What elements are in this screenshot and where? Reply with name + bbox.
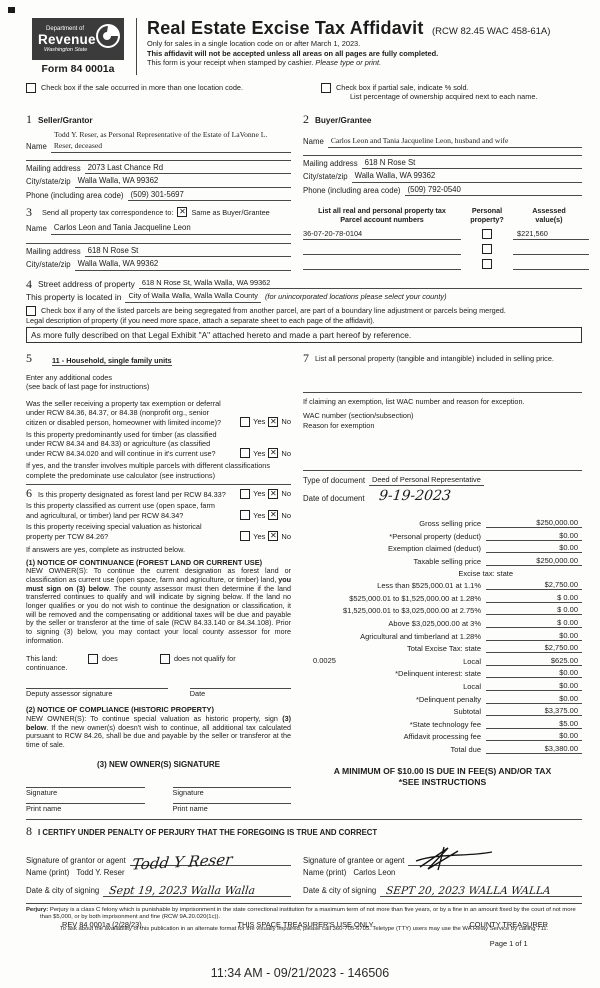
subtitle-line-2: This affidavit will not be accepted unless all areas on all pages are fully completed.: [147, 48, 439, 58]
section-6-number: 6: [26, 485, 32, 500]
parcel-row: [303, 244, 589, 255]
predominate-use-note: If yes, and the transfer involves multiple parcels with different classifications: [26, 461, 271, 471]
subtotal[interactable]: $3,375.00: [486, 706, 582, 716]
section-3-intro: Send all property tax correspondence to:: [42, 207, 174, 217]
grantor-signature-field[interactable]: [130, 843, 291, 874]
section-3-number: 3: [26, 204, 32, 219]
county-treasurer-label: COUNTY TREASURER: [469, 920, 548, 929]
taxcorr-city-label: City/state/zip: [26, 260, 71, 270]
grantee-signature-scribble: [414, 845, 514, 871]
additional-codes-note: Enter any additional codes: [26, 373, 112, 383]
located-in-field[interactable]: City of Walla Walla, Walla Walla County: [125, 291, 261, 303]
assessed-value-col-header: Assessed: [532, 206, 566, 216]
seller-phone-label: Phone (including area code): [26, 190, 124, 200]
assessed-value-field[interactable]: [513, 244, 589, 255]
parcel-table: List all real and personal property tax Parcel account numbers Personal property? Assessed value(s) 36-07-20-78-0104 $221,560: [303, 207, 589, 271]
deputy-date-label: Date: [189, 688, 206, 698]
see-instructions-note: *SEE INSTRUCTIONS: [398, 776, 487, 787]
located-in-label: This property is located in: [26, 292, 122, 303]
certify-statement: I CERTIFY UNDER PENALTY OF PERJURY THAT THE FOREGOING IS TRUE AND CORRECT: [38, 828, 378, 838]
grantee-date-handwriting: SEPT 20, 2023 WALLA WALLA: [385, 885, 552, 898]
same-as-buyer-label: Same as Buyer/Grantee: [191, 207, 270, 217]
total-due[interactable]: $3,380.00: [486, 744, 582, 754]
grantor-name-print[interactable]: Todd Y. Reser: [76, 868, 125, 878]
personal-property-deduct[interactable]: $0.00: [486, 531, 582, 541]
reason-exemption-label: Reason for exemption: [303, 420, 375, 430]
grantor-date-label: Date & city of signing: [26, 886, 100, 896]
agricultural-timberland[interactable]: $0.00: [486, 631, 582, 641]
title-rcw-ref: (RCW 82.45 WAC 458-61A): [431, 26, 551, 37]
grantee-name-label: Name (print): [303, 868, 347, 878]
treasurer-stamp: 11:34 AM - 09/21/2023 - 146506: [210, 966, 390, 980]
s5-q1-line1: Was the seller receiving a property tax exemption or deferral: [26, 398, 221, 408]
section-7-text: List all personal property (tangible and intangible) included in selling price.: [315, 354, 554, 364]
alternate-format-note: To ask about the availability of this publication in an alternate format for the visually impaired, please call 360-705-6705. Teletype (TTY) users may use the WA Relay Service by calling 711.: [59, 926, 549, 933]
taxcorr-mailing-field[interactable]: 618 N Rose St: [85, 246, 142, 258]
grantee-date-field[interactable]: [380, 880, 582, 897]
grantor-name-label: Name (print): [26, 868, 70, 878]
exemption-claimed-deduct[interactable]: $0.00: [486, 543, 582, 553]
delinquent-penalty[interactable]: $0.00: [486, 694, 582, 704]
taxable-selling-price[interactable]: $250,000.00: [486, 556, 582, 566]
new-owner-signature-title: (3) NEW OWNER(S) SIGNATURE: [97, 759, 220, 769]
additional-codes-note2: (see back of last page for instructions): [26, 382, 150, 392]
segregated-label: Check box if any of the listed parcels are being segregated from another parcel, are part of a boundary line adjustment or parcels being merged.: [41, 305, 506, 315]
land-does-checkbox[interactable]: [88, 654, 98, 664]
section-2-heading: Buyer/Grantee: [315, 116, 372, 126]
s6-q1-no-checkbox[interactable]: ✕: [270, 488, 277, 498]
section-1-number: 1: [26, 112, 32, 127]
buyer-name-field[interactable]: Carlos Leon and Tania Jacqueline Leon, husband and wife: [328, 136, 512, 148]
taxcorr-mailing-label: Mailing address: [26, 246, 81, 256]
buyer-city-label: City/state/zip: [303, 172, 348, 182]
assessed-value-field[interactable]: $221,560: [513, 229, 589, 240]
buyer-name-label: Name: [303, 137, 324, 147]
partial-sale-label: Check box if partial sale, indicate % sold.: [336, 83, 469, 92]
rev-number: REV 84 0001a (2/28/23): [62, 920, 142, 929]
perjury-note: Perjury: Perjury is a class C felony which is punishable by imprisonment in the state correctional institution for a maximum term of not more than five years, or by a fine in an amount fixed by the court of not more than $5,000, or by both imprisonment and fine (RCW 9A.20.020(1c)).: [26, 906, 576, 921]
section-4-number: 4: [26, 276, 32, 291]
local-rate: 0.0025: [313, 655, 336, 665]
doc-date-handwriting[interactable]: 9-19-2023: [377, 488, 452, 505]
taxcorr-name-field[interactable]: Carlos Leon and Tania Jacqueline Leon: [51, 223, 194, 235]
section-8-number: 8: [26, 824, 32, 839]
seller-name-label: Name: [26, 142, 47, 152]
buyer-phone-label: Phone (including area code): [303, 185, 401, 195]
s6-q3-line1: Is this property receiving special valuation as historical: [26, 522, 202, 532]
notice2-title: (2) NOTICE OF COMPLIANCE (HISTORIC PROPERTY): [26, 705, 214, 715]
this-land-label: This land:: [26, 653, 58, 663]
grantor-date-field[interactable]: [103, 880, 291, 897]
parcel-number-field[interactable]: 36-07-20-78-0104: [303, 229, 461, 240]
land-use-code-field[interactable]: 11 - Household, single family units: [52, 355, 172, 365]
s5-q1-no-checkbox[interactable]: ✕: [270, 416, 277, 426]
ownership-percentage-note: List percentage of ownership acquired next to each name.: [350, 92, 538, 102]
parcel-row: [303, 229, 589, 240]
subtitle-line-1: Only for sales in a single location code on or after March 1, 2023.: [147, 39, 361, 48]
form-header: [26, 18, 582, 75]
buyer-city-field[interactable]: Walla Walla, WA 99362: [352, 171, 439, 183]
logo-dept-text: Department of: [46, 25, 85, 32]
affidavit-processing-fee[interactable]: $0.00: [486, 731, 582, 741]
logo-state-text: Washington State: [44, 46, 88, 53]
fee-table: Gross selling price $250,000.00 *Personal property (deduct) $0.00 Exemption claimed (deduct) $0.00 Taxable selling price $250,000.00 Excise tax: state Less than $525,000.01 at 1.1% $2,750.00 $525,000.01 to $1,525,000.00 at 1.28% $ 0.00 $1,525,000.01 to $3,025,000.00 at 2.75% $ 0.00 Above $3,025,000.00 at 3% $ 0.00 Agricultural and timberland at 1.28% $0.00 Total Excise Tax: state $2,750.00 0.0025 Local $625.00 *Delinquent interest: state $0.00 Local $0.00 *Delinquent penalty $0.00 Subtotal $3,375.00 *State technology fee $5.00 Affidavit processing fee $0.00 Total due $3,380.00: [303, 518, 582, 754]
s6-q1: Is this property designated as forest land per RCW 84.33?: [38, 489, 226, 499]
treasurer-space-label: THIS SPACE TREASURER'S USE ONLY: [237, 920, 374, 929]
dept-of-revenue-logo: [32, 18, 124, 60]
section-5-number: 5: [26, 351, 32, 366]
owner-signature-2-label: Signature: [172, 787, 204, 797]
scan-registration-mark: [8, 7, 15, 13]
grantee-signature-field[interactable]: [408, 843, 582, 866]
parcel-2-pp-checkbox[interactable]: [482, 244, 492, 254]
subtitle-line-3-italic: Please type or print.: [315, 58, 382, 68]
buyer-phone-field[interactable]: (509) 792-0540: [405, 185, 464, 197]
deputy-assessor-signature-label: Deputy assessor signature: [26, 688, 113, 698]
multi-location-label: Check box if the sale occurred in more than one location code.: [41, 83, 243, 92]
form-number: Form 84 0001a: [41, 63, 115, 75]
grantee-name-print[interactable]: Carlos Leon: [353, 868, 396, 878]
subtitle-line-3: This form is your receipt when stamped by cashier.: [147, 58, 316, 68]
delinquent-interest-state[interactable]: $0.00: [486, 668, 582, 678]
s6-q2-line1: Is this property classified as current use (open space, farm: [26, 500, 215, 510]
s6-q1-yes-checkbox[interactable]: [240, 489, 250, 499]
delinquent-interest-local[interactable]: $0.00: [486, 681, 582, 691]
section-2-number: 2: [303, 112, 309, 127]
owner-signature-1-label: Signature: [26, 787, 58, 797]
parcel-number-field[interactable]: [303, 244, 461, 255]
s5-q2-yes-checkbox[interactable]: [240, 448, 250, 458]
grantor-signature-handwriting: Todd Y Reser: [130, 849, 234, 874]
s6-q3-yes-checkbox[interactable]: [240, 531, 250, 541]
street-address-label: Street address of property: [38, 278, 135, 289]
partial-sale-checkbox[interactable]: [321, 83, 331, 93]
s6-q2-no-checkbox[interactable]: ✕: [270, 510, 277, 520]
wac-number-label: WAC number (section/subsection): [303, 411, 414, 421]
affidavit-page: Department of Revenue Washington State Form 84 0001a Real Estate Excise Tax Affidavit (RCW 82.45 WAC 458-61A) Only for sales in a single location code on or after March 1, 2023. This affidavit will not be accepted unless all areas on all pages are fully completed. This form is your receipt when stamped by cashier. Please type or print. Check box if the sale occurred in more than one location code. Check box if partial sale, indicate % sold. List percentage of ownership acquired next to each name. 1 Seller/Grantor Todd Y. Reser, as Personal Representative of the Estate of LaVonne L. Name Reser, deceased Mailing address 2073 Last Chance Rd City/state/zip Walla Walla, WA 99362 Phone (including area code) (509) 301-5697 2 Buyer/Grantee Name Carlos Leon and Tania Jacqueline Leon, husband and wife Mailing address 618 N Rose St City/state/zip Walla Walla, WA 99362 Phone (including area code) (509) 792-0540 3 Send all property tax correspondence to: ✕ Same as Buyer/Grantee Name Carlos Leon and Tania Jacqueline Leon Mailing address 618 N Rose St City/state/zip Walla Walla, WA 99362 List all real and personal property tax Parcel account numbers Personal property? Assessed value(s) 36-07-20-78-0104 $221,560 4 Street address of property 618 N Rose St, Walla Walla, WA 99362 This property is located in City of Walla Walla, Walla Walla County (for unincorporated locations please select your county) Check box if any of the listed parcels are being segregated from another parcel, are part of a boundary line adjustment or parcels being merged. Legal description of property (if you need more space, attach a separate sheet to each page of the affidavit). As more fully described on that Legal Exhibit "A" attached hereto and made a part hereof by reference. 5 11 - Household, single family units Enter any additional codes (see back of last page for instructions) Was the seller receiving a property tax exemption or deferral under RCW 84.36, 84.37, or 84.38 (nonprofit org., senior citizen or disabled person, homeowner with limited income)? Yes ✕ No Is this property predominantly used for timber (as classified under RCW 84.34 and 84.33) or agriculture (as classified under RCW 84.34.020 and will continue in it's current use? Yes ✕ No If yes, and the transfer involves multiple parcels with different classifications complete the predominate use calculator (see instructions) 6 Is this property designated as forest land per RCW 84.33? Yes ✕ No Is this property classified as current use (open space, farm and agricultural, or timber) land per RCW 84.34? Yes ✕ No Is this property receiving special valuation as historical property per TCW 84.26? Yes ✕ No If answers are yes, complete as instructed below. (1) NOTICE OF CONTINUANCE (FOREST LAND OR CURRENT USE) NEW OWNER(S): To continue the current designation as forest land or classification as current use (open space, farm and agriculture, or timber) land, you must sign on (3) below. The county assessor must then determine if the land transferred continues to qualify and will indicate by signing below. If the land no longer qualifies or you do not wish to continue the designation or classification, it will be removed and the compensating or additional taxes will be due and payable by the seller or transferor at the time of sale (RCW 84.33.140 or 84.34.108). Prior to signing (3) below, you may contact your local county assessor for more information. This land: continuance. does does not qualify for Deputy assessor signature Date (2) NOTICE OF COMPLIANCE (HISTORIC PROPERTY) NEW OWNER(S): To continue special valuation as historic property, sign (3) below. If the new owner(s) doesn't wish to continue, all additional tax calculated pursuant to RCW 84.26, shall be due and payable by the seller or transferor at the time of sale. (3) NEW OWNER(S) SIGNATURE Signature Signature Print name Print name 7 List all personal property (tangible and intangible) included in selling price. If claiming an exemption, list WAC number and reason for exception. WAC number (section/subsection) Reason for exemption Type of document Deed of Personal Representative Date of document 9-19-2023 Gross selling price $250,000.00 *Personal property (deduct) $0.00 Exemption claimed (deduct) $0.00 Taxable selling price $250,000.00 Excise tax: state Less than $525,000.01 at 1.1% $2,750.00 $525,000.01 to $1,525,000.00 at 1.28% $ 0.00 $1,525,000.01 to $3,025,000.00 at 2.75% $ 0.00 Above $3,025,000.00 at 3% $ 0.00 Agricultural and timberland at 1.28% $0.00 Total Excise Tax: state $2,750.00 0.0025 Local $625.00 *Delinquent interest: state $0.00 Local $0.00 *Delinquent penalty $0.00 Subtotal $3,375.00 *State technology fee $5.00 Affidavit processing fee $0.00 Total due $3,380.00 A MINIMUM OF $10.00 IS DUE IN FEE(S) AND/OR TAX *SEE INSTRUCTIONS 8 I CERTIFY UNDER PENALTY OF PERJURY THAT THE FOREGOING IS TRUE AND CORRECT Signature of grantor or agent Todd Y Reser Name (print) Todd Y. Reser Date & city of signing Sept 19, 2023 Walla Walla Signature of grantee or agent Name (print) Carlos Leon Date & city of signing SEPT 20, 2023 WALLA WALLA Perjury: Perjury is a class C felony which is punishable by imprisonment in the state correctional institution for a maximum term of not more than five years, or by a fine in an amount fixed by the court of not more than $5,000, or by both imprisonment and fine (RCW 9A.20.020(1c)). To ask about the availability of this publication in an alternate format for the visually impaired, please call 360-705-6705. Teletype (TTY) users may use the WA Relay Service by calling 711. REV 84 0001a (2/28/23) THIS SPACE TREASURER'S USE ONLY COUNTY TREASURER Page 1 of 1 11:34 AM - 09/21/2023 - 146506: [0, 0, 600, 988]
section-1-heading: Seller/Grantor: [38, 116, 93, 126]
s5-q2-line1: Is this property predominantly used for timber (as classified: [26, 429, 217, 439]
exemption-note: If claiming an exemption, list WAC number and reason for exception.: [303, 397, 525, 407]
header-divider: [136, 18, 137, 75]
owner-print-2-label: Print name: [172, 803, 208, 813]
parcel-1-pp-checkbox[interactable]: [482, 229, 492, 239]
seller-phone-field[interactable]: (509) 301-5697: [128, 190, 187, 202]
s6-q2-yes-checkbox[interactable]: [240, 510, 250, 520]
notice2-body: NEW OWNER(S): To continue special valuation as historic property, sign (3) below. If the new owner(s) doesn't wish to continue, all additional tax calculated pursuant to RCW 84.26, shall be due and payable by the seller or transferor at the time of sale.: [26, 713, 291, 749]
grantee-sig-label: Signature of grantee or agent: [303, 855, 405, 865]
parcel-row: [303, 259, 589, 270]
parcel-number-field[interactable]: [303, 259, 461, 270]
parcel-col-header: List all real and personal property tax: [318, 206, 446, 216]
excise-tier4[interactable]: $ 0.00: [486, 618, 582, 628]
parcel-3-pp-checkbox[interactable]: [482, 259, 492, 269]
page-indicator: Page 1 of 1: [489, 939, 528, 948]
grantor-date-handwriting: Sept 19, 2023 Walla Walla: [108, 884, 257, 898]
buyer-mailing-field[interactable]: 618 N Rose St: [362, 158, 419, 170]
segregated-checkbox[interactable]: [26, 306, 36, 316]
logo-revenue-text: Revenue: [38, 31, 96, 47]
doc-type-field[interactable]: Deed of Personal Representative: [369, 475, 484, 487]
total-excise-state[interactable]: $2,750.00: [486, 643, 582, 653]
assessed-value-field[interactable]: [513, 259, 589, 270]
page-title: Real Estate Excise Tax Affidavit: [147, 18, 424, 38]
revenue-swirl-icon: [95, 23, 121, 54]
personal-property-col-header: Personal: [471, 206, 503, 216]
excise-tier1[interactable]: $2,750.00: [486, 580, 582, 590]
gross-selling-price[interactable]: $250,000.00: [486, 518, 582, 528]
grantor-sig-label: Signature of grantor or agent: [26, 855, 126, 865]
section-7-number: 7: [303, 351, 309, 366]
doc-date-label: Date of document: [303, 494, 365, 504]
seller-name-field[interactable]: Reser, deceased: [51, 141, 105, 153]
legal-description-label: Legal description of property (if you need more space, attach a separate sheet to each page of the affidavit).: [26, 315, 375, 325]
same-as-buyer-checkbox[interactable]: ✕: [179, 207, 186, 217]
seller-name-line1: Todd Y. Reser, as Personal Representative of the Estate of LaVonne L.: [54, 130, 268, 140]
doc-type-label: Type of document: [303, 475, 365, 485]
taxcorr-city-field[interactable]: Walla Walla, WA 99362: [75, 259, 162, 271]
street-address-field[interactable]: 618 N Rose St, Walla Walla, WA 99362: [139, 278, 274, 290]
if-answers-yes-note: If answers are yes, complete as instructed below.: [26, 545, 185, 555]
s6-q3-no-checkbox[interactable]: ✕: [270, 531, 277, 541]
legal-description-field[interactable]: As more fully described on that Legal Exhibit "A" attached hereto and made a part hereof by reference.: [26, 327, 582, 343]
minimum-due-note: A MINIMUM OF $10.00 IS DUE IN FEE(S) AND/OR TAX: [333, 765, 552, 776]
buyer-mailing-label: Mailing address: [303, 158, 358, 168]
page-footer: [0, 908, 600, 988]
taxcorr-name-label: Name: [26, 224, 47, 234]
multi-location-checkbox[interactable]: [26, 83, 36, 93]
s5-q1-yes-checkbox[interactable]: [240, 417, 250, 427]
excise-tier3[interactable]: $ 0.00: [486, 605, 582, 615]
seller-mailing-label: Mailing address: [26, 163, 81, 173]
notice1-body: NEW OWNER(S): To continue the current designation as forest land or classification as current use (open space, farm and agriculture, or timber) land, you must sign on (3) below. The county assessor must then determine if the land transferred continues to qualify and will indicate by signing below. If the land no longer qualifies or you do not wish to continue the designation or classification, it will be removed and the compensating or additional taxes will be due and payable by the seller or transferor at the time of sale (RCW 84.33.140 or 84.34.108). Prior to signing (3) below, you may contact your local county assessor for more information.: [26, 566, 291, 645]
excise-tier2[interactable]: $ 0.00: [486, 593, 582, 603]
grantee-date-label: Date & city of signing: [303, 886, 377, 896]
state-technology-fee[interactable]: $5.00: [486, 719, 582, 729]
seller-city-field[interactable]: Walla Walla, WA 99362: [75, 176, 162, 188]
local-excise[interactable]: $625.00: [486, 656, 582, 666]
seller-mailing-field[interactable]: 2073 Last Chance Rd: [85, 163, 166, 175]
notice1-title: (1) NOTICE OF CONTINUANCE (FOREST LAND OR CURRENT USE): [26, 557, 263, 567]
land-does-not-checkbox[interactable]: [160, 654, 170, 664]
seller-city-label: City/state/zip: [26, 177, 71, 187]
located-in-note: (for unincorporated locations please select your county): [264, 292, 447, 302]
owner-print-1-label: Print name: [26, 803, 62, 813]
s5-q2-no-checkbox[interactable]: ✕: [270, 448, 277, 458]
